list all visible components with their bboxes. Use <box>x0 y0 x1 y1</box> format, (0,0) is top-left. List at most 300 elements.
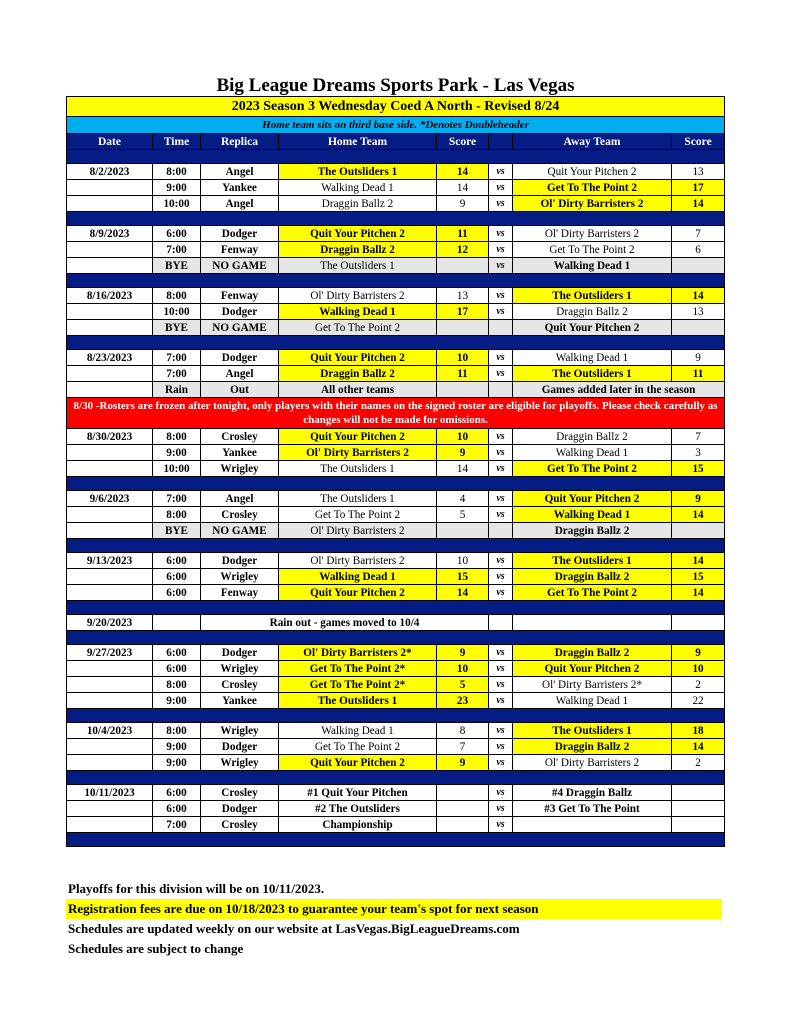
vs-label: vs <box>489 491 513 507</box>
game-time: 9:00 <box>153 739 201 755</box>
week-separator <box>67 771 725 785</box>
away-score: 22 <box>672 693 725 709</box>
vs-label: vs <box>489 553 513 569</box>
field-replica: Crosley <box>201 785 279 801</box>
game-date: 8/16/2023 <box>67 288 153 304</box>
game-row <box>67 304 725 320</box>
home-score: 9 <box>437 196 489 212</box>
home-score <box>437 320 489 336</box>
week-separator <box>67 212 725 226</box>
vs-label: vs <box>489 180 513 196</box>
field-replica: Wrigley <box>201 461 279 477</box>
field-replica: Crosley <box>201 507 279 523</box>
away-score <box>672 817 725 833</box>
separator-cell <box>67 631 725 645</box>
field-replica: Dodger <box>201 645 279 661</box>
vs-label: vs <box>489 304 513 320</box>
away-team: Walking Dead 1 <box>513 350 672 366</box>
away-team: Get To The Point 2 <box>513 242 672 258</box>
game-date <box>67 677 153 693</box>
separator-cell <box>67 771 725 785</box>
away-team: Walking Dead 1 <box>513 693 672 709</box>
schedule-table <box>66 96 725 847</box>
game-date <box>67 739 153 755</box>
vs-label: vs <box>489 817 513 833</box>
game-row <box>67 320 725 336</box>
game-date: 8/30/2023 <box>67 429 153 445</box>
week-separator <box>67 709 725 723</box>
week-separator <box>67 477 725 491</box>
game-time: 9:00 <box>153 693 201 709</box>
home-score: 7 <box>437 739 489 755</box>
game-date <box>67 196 153 212</box>
away-score: 7 <box>672 429 725 445</box>
home-score <box>437 523 489 539</box>
home-team: Walking Dead 1 <box>279 723 437 739</box>
roster-alert-row <box>67 398 725 429</box>
col-away-score: Score <box>672 134 725 150</box>
away-score: 18 <box>672 723 725 739</box>
game-time: Rain <box>153 382 201 398</box>
away-score: 2 <box>672 677 725 693</box>
game-date <box>67 661 153 677</box>
vs-label: vs <box>489 693 513 709</box>
home-score: 11 <box>437 226 489 242</box>
vs-label: vs <box>489 445 513 461</box>
col-time: Time <box>153 134 201 150</box>
game-time: 7:00 <box>153 350 201 366</box>
home-team: Quit Your Pitchen 2 <box>279 755 437 771</box>
week-separator <box>67 150 725 164</box>
away-score: 9 <box>672 350 725 366</box>
game-row <box>67 523 725 539</box>
game-row <box>67 507 725 523</box>
game-row <box>67 755 725 771</box>
game-row <box>67 553 725 569</box>
away-score: 9 <box>672 645 725 661</box>
game-row <box>67 615 725 631</box>
home-score: 13 <box>437 288 489 304</box>
home-score: 11 <box>437 366 489 382</box>
game-time: 7:00 <box>153 491 201 507</box>
field-replica: Angel <box>201 196 279 212</box>
game-row <box>67 350 725 366</box>
away-score: 14 <box>672 507 725 523</box>
home-team: Get To The Point 2 <box>279 739 437 755</box>
game-date: 9/6/2023 <box>67 491 153 507</box>
field-replica: Angel <box>201 491 279 507</box>
away-team: Walking Dead 1 <box>513 258 672 274</box>
home-score: 9 <box>437 645 489 661</box>
game-time: 10:00 <box>153 196 201 212</box>
game-time: 8:00 <box>153 288 201 304</box>
away-team: Ol' Dirty Barristers 2 <box>513 755 672 771</box>
away-score: 13 <box>672 304 725 320</box>
field-replica: Wrigley <box>201 661 279 677</box>
col-date: Date <box>67 134 153 150</box>
game-date: 9/27/2023 <box>67 645 153 661</box>
game-date <box>67 382 153 398</box>
vs-label: vs <box>489 350 513 366</box>
home-score: 10 <box>437 429 489 445</box>
game-row <box>67 164 725 180</box>
game-row <box>67 693 725 709</box>
col-home-score: Score <box>437 134 489 150</box>
home-team: Get To The Point 2 <box>279 320 437 336</box>
game-time: 6:00 <box>153 553 201 569</box>
home-score: 10 <box>437 350 489 366</box>
game-row <box>67 645 725 661</box>
away-team: Quit Your Pitchen 2 <box>513 661 672 677</box>
week-separator <box>67 274 725 288</box>
away-team: Ol' Dirty Barristers 2 <box>513 196 672 212</box>
away-team <box>513 817 672 833</box>
rain-note: Games added later in the season <box>513 382 725 398</box>
game-row <box>67 196 725 212</box>
vs-label: vs <box>489 739 513 755</box>
home-score: 14 <box>437 164 489 180</box>
game-date <box>67 461 153 477</box>
home-team: The Outsliders 1 <box>279 461 437 477</box>
game-date <box>67 242 153 258</box>
field-replica: Out <box>201 382 279 398</box>
vs-label: vs <box>489 507 513 523</box>
game-time: 6:00 <box>153 801 201 817</box>
col-away-team: Away Team <box>513 134 672 150</box>
vs-label: vs <box>489 242 513 258</box>
season-banner: 2023 Season 3 Wednesday Coed A North - Revised 8/24 <box>67 97 725 117</box>
away-team: The Outsliders 1 <box>513 288 672 304</box>
away-team: The Outsliders 1 <box>513 723 672 739</box>
game-row <box>67 723 725 739</box>
home-score <box>437 801 489 817</box>
home-score <box>437 785 489 801</box>
away-team: Draggin Ballz 2 <box>513 739 672 755</box>
home-score: 9 <box>437 445 489 461</box>
game-row <box>67 382 725 398</box>
vs-label <box>489 320 513 336</box>
home-team: Ol' Dirty Barristers 2 <box>279 523 437 539</box>
field-replica: Yankee <box>201 445 279 461</box>
field-replica: NO GAME <box>201 523 279 539</box>
away-team: Get To The Point 2 <box>513 180 672 196</box>
game-row <box>67 461 725 477</box>
home-team: Walking Dead 1 <box>279 180 437 196</box>
separator-cell <box>67 212 725 226</box>
home-team: The Outsliders 1 <box>279 693 437 709</box>
week-separator <box>67 539 725 553</box>
vs-label: vs <box>489 366 513 382</box>
vs-label: vs <box>489 755 513 771</box>
field-replica: Angel <box>201 164 279 180</box>
home-score: 5 <box>437 507 489 523</box>
away-team: Quit Your Pitchen 2 <box>513 320 672 336</box>
home-team: Get To The Point 2* <box>279 661 437 677</box>
game-date <box>67 569 153 585</box>
game-time: 6:00 <box>153 569 201 585</box>
away-score <box>672 785 725 801</box>
away-team: #4 Draggin Ballz <box>513 785 672 801</box>
game-time: 10:00 <box>153 304 201 320</box>
game-time: 6:00 <box>153 785 201 801</box>
vs-label: vs <box>489 585 513 601</box>
away-team: Get To The Point 2 <box>513 585 672 601</box>
game-date <box>67 507 153 523</box>
game-date <box>67 693 153 709</box>
home-team: Get To The Point 2 <box>279 507 437 523</box>
home-score: 14 <box>437 180 489 196</box>
game-row <box>67 661 725 677</box>
away-team: Draggin Ballz 2 <box>513 304 672 320</box>
home-team: Quit Your Pitchen 2 <box>279 585 437 601</box>
away-team: Quit Your Pitchen 2 <box>513 491 672 507</box>
col-replica: Replica <box>201 134 279 150</box>
game-time: 7:00 <box>153 817 201 833</box>
field-replica: Crosley <box>201 817 279 833</box>
away-score: 14 <box>672 196 725 212</box>
game-date <box>67 366 153 382</box>
game-date <box>67 817 153 833</box>
field-replica: Fenway <box>201 242 279 258</box>
field-replica: Fenway <box>201 288 279 304</box>
away-team: Walking Dead 1 <box>513 507 672 523</box>
away-team: Quit Your Pitchen 2 <box>513 164 672 180</box>
rainout-note: Rain out - games moved to 10/4 <box>201 615 489 631</box>
home-score: 12 <box>437 242 489 258</box>
home-score: 15 <box>437 569 489 585</box>
home-team: #2 The Outsliders <box>279 801 437 817</box>
home-score: 10 <box>437 553 489 569</box>
away-score: 2 <box>672 755 725 771</box>
field-replica: Dodger <box>201 801 279 817</box>
away-score: 17 <box>672 180 725 196</box>
game-time: 7:00 <box>153 242 201 258</box>
away-team: #3 Get To The Point <box>513 801 672 817</box>
away-team: Draggin Ballz 2 <box>513 645 672 661</box>
field-replica: NO GAME <box>201 258 279 274</box>
separator-cell <box>67 274 725 288</box>
field-replica: Dodger <box>201 553 279 569</box>
footer-line: Playoffs for this division will be on 10/11/2023. <box>68 881 325 896</box>
game-time: 9:00 <box>153 445 201 461</box>
vs-label: vs <box>489 196 513 212</box>
game-date: 8/2/2023 <box>67 164 153 180</box>
home-team: Draggin Ballz 2 <box>279 366 437 382</box>
away-team: Draggin Ballz 2 <box>513 569 672 585</box>
game-time: 8:00 <box>153 723 201 739</box>
away-score-cell <box>672 615 725 631</box>
game-time: 6:00 <box>153 226 201 242</box>
roster-freeze-alert: 8/30 -Rosters are frozen after tonight, only players with their names on the signed roster are eligible for playoffs. Please check carefully as changes will not be made for omissions. <box>67 398 725 429</box>
home-score: 9 <box>437 755 489 771</box>
home-team: #1 Quit Your Pitchen <box>279 785 437 801</box>
game-date: 10/11/2023 <box>67 785 153 801</box>
vs-label <box>489 382 513 398</box>
field-replica: Dodger <box>201 350 279 366</box>
game-time: 9:00 <box>153 180 201 196</box>
game-row <box>67 226 725 242</box>
field-replica: Dodger <box>201 226 279 242</box>
home-team: Ol' Dirty Barristers 2 <box>279 445 437 461</box>
week-separator <box>67 833 725 847</box>
game-time: 10:00 <box>153 461 201 477</box>
away-team: Draggin Ballz 2 <box>513 523 672 539</box>
home-team: Ol' Dirty Barristers 2 <box>279 553 437 569</box>
game-row <box>67 242 725 258</box>
home-team: Quit Your Pitchen 2 <box>279 226 437 242</box>
game-date <box>67 801 153 817</box>
page-title: Big League Dreams Sports Park - Las Vegas <box>216 75 575 96</box>
home-score <box>437 817 489 833</box>
vs-label: vs <box>489 661 513 677</box>
game-row <box>67 288 725 304</box>
game-row <box>67 491 725 507</box>
home-team: The Outsliders 1 <box>279 491 437 507</box>
vs-label: vs <box>489 429 513 445</box>
col-home-team: Home Team <box>279 134 437 150</box>
game-date: 9/20/2023 <box>67 615 153 631</box>
field-replica: Wrigley <box>201 569 279 585</box>
game-date <box>67 304 153 320</box>
game-time: BYE <box>153 523 201 539</box>
game-time: 8:00 <box>153 507 201 523</box>
away-score: 9 <box>672 491 725 507</box>
separator-cell <box>67 150 725 164</box>
vs-label: vs <box>489 461 513 477</box>
away-score <box>672 320 725 336</box>
footer-line: Schedules are subject to change <box>68 941 244 956</box>
home-score <box>437 258 489 274</box>
game-date <box>67 445 153 461</box>
game-date <box>67 180 153 196</box>
vs-label: vs <box>489 569 513 585</box>
game-date: 8/9/2023 <box>67 226 153 242</box>
col-vs <box>489 134 513 150</box>
away-score: 3 <box>672 445 725 461</box>
vs-label: vs <box>489 226 513 242</box>
game-row <box>67 817 725 833</box>
game-row <box>67 445 725 461</box>
home-team: The Outsliders 1 <box>279 258 437 274</box>
vs-label: vs <box>489 723 513 739</box>
home-team: Draggin Ballz 2 <box>279 196 437 212</box>
away-score: 13 <box>672 164 725 180</box>
separator-cell <box>67 336 725 350</box>
field-replica: Wrigley <box>201 755 279 771</box>
home-score: 17 <box>437 304 489 320</box>
vs-label: vs <box>489 288 513 304</box>
game-row <box>67 585 725 601</box>
week-separator <box>67 336 725 350</box>
game-row <box>67 801 725 817</box>
away-score: 15 <box>672 461 725 477</box>
home-team: Quit Your Pitchen 2 <box>279 429 437 445</box>
game-row <box>67 258 725 274</box>
away-team: The Outsliders 1 <box>513 553 672 569</box>
away-score <box>672 523 725 539</box>
home-team: Walking Dead 1 <box>279 304 437 320</box>
header-row <box>67 134 725 150</box>
away-score: 11 <box>672 366 725 382</box>
vs-label: vs <box>489 164 513 180</box>
game-time: 8:00 <box>153 164 201 180</box>
home-team: The Outsliders 1 <box>279 164 437 180</box>
vs-label: vs <box>489 258 513 274</box>
home-score: 14 <box>437 461 489 477</box>
away-score: 7 <box>672 226 725 242</box>
home-team: Draggin Ballz 2 <box>279 242 437 258</box>
game-date <box>67 523 153 539</box>
home-team: All other teams <box>279 382 437 398</box>
game-time-cell <box>153 615 201 631</box>
away-score: 14 <box>672 553 725 569</box>
game-time: BYE <box>153 258 201 274</box>
vs-label: vs <box>489 677 513 693</box>
game-time: 6:00 <box>153 645 201 661</box>
vs-label: vs <box>489 801 513 817</box>
home-score: 4 <box>437 491 489 507</box>
game-row <box>67 366 725 382</box>
game-row <box>67 739 725 755</box>
game-date <box>67 258 153 274</box>
field-replica: Crosley <box>201 429 279 445</box>
footer-notes <box>66 879 756 959</box>
away-team: The Outsliders 1 <box>513 366 672 382</box>
week-separator <box>67 631 725 645</box>
away-team: Ol' Dirty Barristers 2* <box>513 677 672 693</box>
game-time: BYE <box>153 320 201 336</box>
game-time: 6:00 <box>153 661 201 677</box>
week-separator <box>67 601 725 615</box>
away-score: 10 <box>672 661 725 677</box>
game-row <box>67 180 725 196</box>
away-score: 14 <box>672 585 725 601</box>
field-replica: Wrigley <box>201 723 279 739</box>
away-team-cell <box>513 615 672 631</box>
away-score <box>672 801 725 817</box>
field-replica: Fenway <box>201 585 279 601</box>
game-time: 9:00 <box>153 755 201 771</box>
vs-label <box>489 523 513 539</box>
game-time: 6:00 <box>153 585 201 601</box>
field-replica: Dodger <box>201 739 279 755</box>
home-score: 5 <box>437 677 489 693</box>
away-score: 14 <box>672 288 725 304</box>
home-score: 10 <box>437 661 489 677</box>
game-row <box>67 429 725 445</box>
registration-note: Registration fees are due on 10/18/2023 to guarantee your team's spot for next season <box>66 899 722 919</box>
home-team: Get To The Point 2* <box>279 677 437 693</box>
field-replica: Crosley <box>201 677 279 693</box>
game-time: 7:00 <box>153 366 201 382</box>
footer-line: Schedules are updated weekly on our website at LasVegas.BigLeagueDreams.com <box>68 921 520 936</box>
field-replica: Angel <box>201 366 279 382</box>
game-row <box>67 569 725 585</box>
separator-cell <box>67 477 725 491</box>
home-score <box>437 382 489 398</box>
home-score: 23 <box>437 693 489 709</box>
field-replica: Yankee <box>201 180 279 196</box>
vs-label: vs <box>489 785 513 801</box>
game-date: 10/4/2023 <box>67 723 153 739</box>
separator-cell <box>67 601 725 615</box>
game-date <box>67 320 153 336</box>
separator-cell <box>67 709 725 723</box>
away-score: 15 <box>672 569 725 585</box>
home-team: Championship <box>279 817 437 833</box>
away-team: Walking Dead 1 <box>513 445 672 461</box>
away-score <box>672 258 725 274</box>
